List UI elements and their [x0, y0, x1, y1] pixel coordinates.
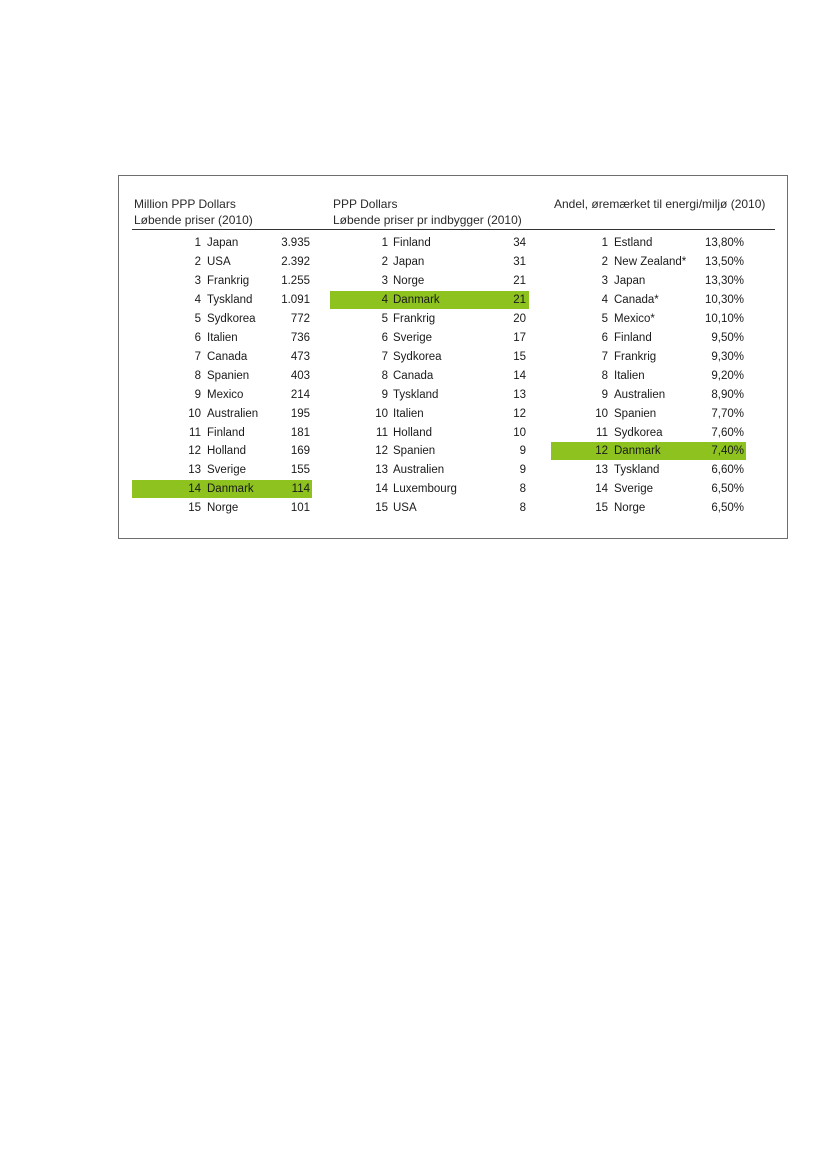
rank-number: 2	[381, 255, 388, 268]
rank-number: 1	[194, 237, 201, 249]
country-name: Sydkorea	[207, 312, 256, 325]
table-row	[330, 310, 529, 328]
value-cell: 772	[290, 312, 310, 325]
table-row	[330, 461, 529, 479]
table-row	[132, 424, 312, 442]
rank-number: 9	[194, 388, 201, 401]
country-name: Spanien	[614, 407, 657, 420]
value-cell: 736	[290, 331, 310, 344]
rank-number: 3	[194, 274, 201, 287]
country-name: USA	[207, 255, 231, 268]
rank-number: 11	[189, 426, 201, 439]
table-row	[551, 367, 746, 385]
rank-number: 4	[381, 293, 388, 306]
value-cell: 13,50%	[704, 255, 744, 268]
value-cell: 9	[519, 445, 526, 458]
rank-number: 12	[375, 445, 388, 458]
rank-number: 3	[601, 274, 608, 287]
country-name: Canada	[207, 350, 248, 363]
header-line-1: Million PPP Dollars	[134, 197, 236, 211]
country-name: Australien	[614, 388, 666, 401]
rank-number: 12	[595, 445, 608, 458]
header-line-1: Andel, øremærket til energi/miljø (2010)	[554, 197, 766, 211]
table-row	[330, 480, 529, 498]
country-name: Sverige	[614, 483, 653, 496]
country-name: Sverige	[393, 331, 432, 344]
table-row	[551, 329, 746, 347]
rank-number: 14	[595, 483, 608, 496]
value-cell: 7,60%	[711, 426, 744, 439]
rank-number: 11	[596, 426, 608, 439]
rank-number: 8	[194, 369, 201, 382]
value-cell: 13,80%	[704, 237, 744, 249]
country-name: Spanien	[207, 369, 250, 382]
value-cell: 34	[513, 237, 526, 249]
value-cell: 214	[290, 388, 310, 401]
value-cell: 9,30%	[711, 350, 744, 363]
value-cell: 6,50%	[711, 483, 744, 496]
country-name: Italien	[614, 369, 645, 382]
country-name: Japan	[207, 237, 239, 249]
table-row	[551, 386, 746, 404]
country-name: Danmark	[393, 293, 440, 306]
rank-number: 1	[381, 237, 388, 249]
rank-number: 5	[194, 312, 201, 325]
rank-number: 14	[375, 483, 388, 496]
country-name: Tyskland	[207, 293, 253, 306]
value-cell: 1.255	[281, 274, 310, 287]
country-name: Mexico	[207, 388, 244, 401]
country-name: Italien	[207, 331, 238, 344]
value-cell: 31	[513, 255, 526, 268]
country-name: Mexico*	[614, 312, 655, 325]
rank-number: 1	[601, 237, 608, 249]
rank-number: 6	[601, 331, 608, 344]
table-row	[551, 480, 746, 498]
country-name: Tyskland	[614, 464, 660, 477]
value-cell: 2.392	[281, 255, 310, 268]
rank-number: 7	[601, 350, 608, 363]
rank-number: 5	[601, 312, 608, 325]
rank-number: 13	[375, 464, 388, 477]
value-cell: 114	[291, 483, 310, 496]
rank-number: 2	[601, 255, 608, 268]
value-cell: 1.091	[281, 293, 310, 306]
country-name: Estland	[614, 237, 653, 249]
table-row	[551, 348, 746, 366]
value-cell: 403	[290, 369, 310, 382]
country-name: Canada*	[614, 293, 659, 306]
country-name: Sverige	[207, 464, 246, 477]
country-name: New Zealand*	[614, 255, 687, 268]
value-cell: 6,60%	[711, 464, 744, 477]
rank-number: 4	[601, 293, 608, 306]
table-row	[551, 310, 746, 328]
country-name: Japan	[393, 255, 425, 268]
rank-number: 10	[595, 407, 608, 420]
table-row	[551, 405, 746, 423]
country-name: Luxembourg	[393, 483, 457, 496]
rank-number: 3	[381, 274, 388, 287]
table-row-highlighted	[551, 442, 746, 460]
table-row	[330, 499, 529, 517]
rank-number: 11	[376, 426, 388, 439]
table-row	[551, 291, 746, 309]
value-cell: 473	[290, 350, 310, 363]
table-header	[554, 196, 765, 212]
table-row	[330, 424, 529, 442]
table-row	[330, 405, 529, 423]
table-row-highlighted	[132, 480, 312, 498]
rank-number: 15	[375, 502, 388, 515]
country-name: Holland	[393, 426, 432, 439]
rank-number: 6	[194, 331, 201, 344]
value-cell: 20	[513, 312, 526, 325]
table-row	[132, 499, 312, 517]
table-row	[330, 442, 529, 460]
table-row	[330, 234, 529, 252]
value-cell: 7,70%	[711, 407, 744, 420]
country-name: Sydkorea	[393, 350, 442, 363]
country-name: USA	[393, 502, 417, 515]
rank-number: 15	[595, 502, 608, 515]
rank-number: 9	[381, 388, 388, 401]
header-line-1: PPP Dollars	[333, 197, 398, 211]
country-name: Holland	[207, 445, 246, 458]
country-name: Australien	[207, 407, 259, 420]
table-row	[132, 272, 312, 290]
table-row	[132, 386, 312, 404]
table-row	[132, 253, 312, 271]
rank-number: 10	[188, 407, 201, 420]
rank-number: 6	[381, 331, 388, 344]
country-name: Danmark	[614, 445, 661, 458]
table-header	[134, 196, 253, 228]
table-row-highlighted	[330, 291, 529, 309]
value-cell: 15	[513, 350, 526, 363]
country-name: Norge	[393, 274, 425, 287]
country-name: Frankrig	[614, 350, 657, 363]
value-cell: 3.935	[281, 237, 310, 249]
table-row	[132, 329, 312, 347]
value-cell: 8	[519, 502, 526, 515]
rank-number: 13	[595, 464, 608, 477]
header-rule	[132, 229, 775, 230]
ranking-panel	[118, 175, 788, 539]
value-cell: 13,30%	[704, 274, 744, 287]
value-cell: 8,90%	[711, 388, 744, 401]
country-name: Sydkorea	[614, 426, 663, 439]
rank-number: 5	[381, 312, 388, 325]
country-name: Canada	[393, 369, 434, 382]
rank-number: 15	[188, 502, 201, 515]
table-row	[551, 272, 746, 290]
country-name: Danmark	[207, 483, 254, 496]
value-cell: 10,30%	[704, 293, 744, 306]
value-cell: 169	[290, 445, 310, 458]
country-name: Finland	[207, 426, 245, 439]
table-row	[132, 405, 312, 423]
table-row	[330, 253, 529, 271]
rank-number: 12	[188, 445, 201, 458]
value-cell: 12	[513, 407, 526, 420]
table-row	[551, 234, 746, 252]
table-row	[132, 442, 312, 460]
value-cell: 9	[519, 464, 526, 477]
table-row	[330, 367, 529, 385]
country-name: Italien	[393, 407, 424, 420]
table-row	[551, 461, 746, 479]
rank-number: 8	[601, 369, 608, 382]
table-row	[551, 424, 746, 442]
country-name: Finland	[614, 331, 652, 344]
table-row	[330, 329, 529, 347]
table-row	[330, 386, 529, 404]
rank-number: 10	[375, 407, 388, 420]
table-row	[551, 253, 746, 271]
value-cell: 101	[290, 502, 310, 515]
country-name: Norge	[614, 502, 646, 515]
country-name: Finland	[393, 237, 431, 249]
table-row	[132, 348, 312, 366]
rank-number: 7	[381, 350, 388, 363]
value-cell: 195	[290, 407, 310, 420]
value-cell: 13	[513, 388, 526, 401]
table-row	[132, 310, 312, 328]
header-line-2: Løbende priser (2010)	[134, 213, 253, 227]
value-cell: 8	[519, 483, 526, 496]
country-name: Spanien	[393, 445, 436, 458]
value-cell: 17	[513, 331, 526, 344]
value-cell: 7,40%	[711, 445, 744, 458]
table-header	[333, 196, 522, 228]
table-row	[132, 461, 312, 479]
value-cell: 10,10%	[704, 312, 744, 325]
value-cell: 21	[513, 274, 526, 287]
value-cell: 10	[513, 426, 526, 439]
value-cell: 14	[513, 369, 526, 382]
table-row	[330, 348, 529, 366]
value-cell: 181	[290, 426, 310, 439]
rank-number: 2	[194, 255, 201, 268]
value-cell: 6,50%	[711, 502, 744, 515]
table-row	[551, 499, 746, 517]
rank-number: 7	[194, 350, 201, 363]
country-name: Norge	[207, 502, 239, 515]
rank-number: 14	[188, 483, 201, 496]
rank-number: 4	[194, 293, 201, 306]
country-name: Tyskland	[393, 388, 439, 401]
country-name: Frankrig	[207, 274, 250, 287]
rank-number: 8	[381, 369, 388, 382]
rank-number: 13	[188, 464, 201, 477]
table-row	[132, 291, 312, 309]
header-line-2: Løbende priser pr indbygger (2010)	[333, 213, 522, 227]
country-name: Frankrig	[393, 312, 436, 325]
table-row	[330, 272, 529, 290]
country-name: Japan	[614, 274, 646, 287]
table-row	[132, 367, 312, 385]
rank-number: 9	[601, 388, 608, 401]
value-cell: 9,20%	[711, 369, 744, 382]
table-row	[132, 234, 312, 252]
value-cell: 9,50%	[711, 331, 744, 344]
country-name: Australien	[393, 464, 445, 477]
value-cell: 21	[513, 293, 526, 306]
value-cell: 155	[290, 464, 310, 477]
